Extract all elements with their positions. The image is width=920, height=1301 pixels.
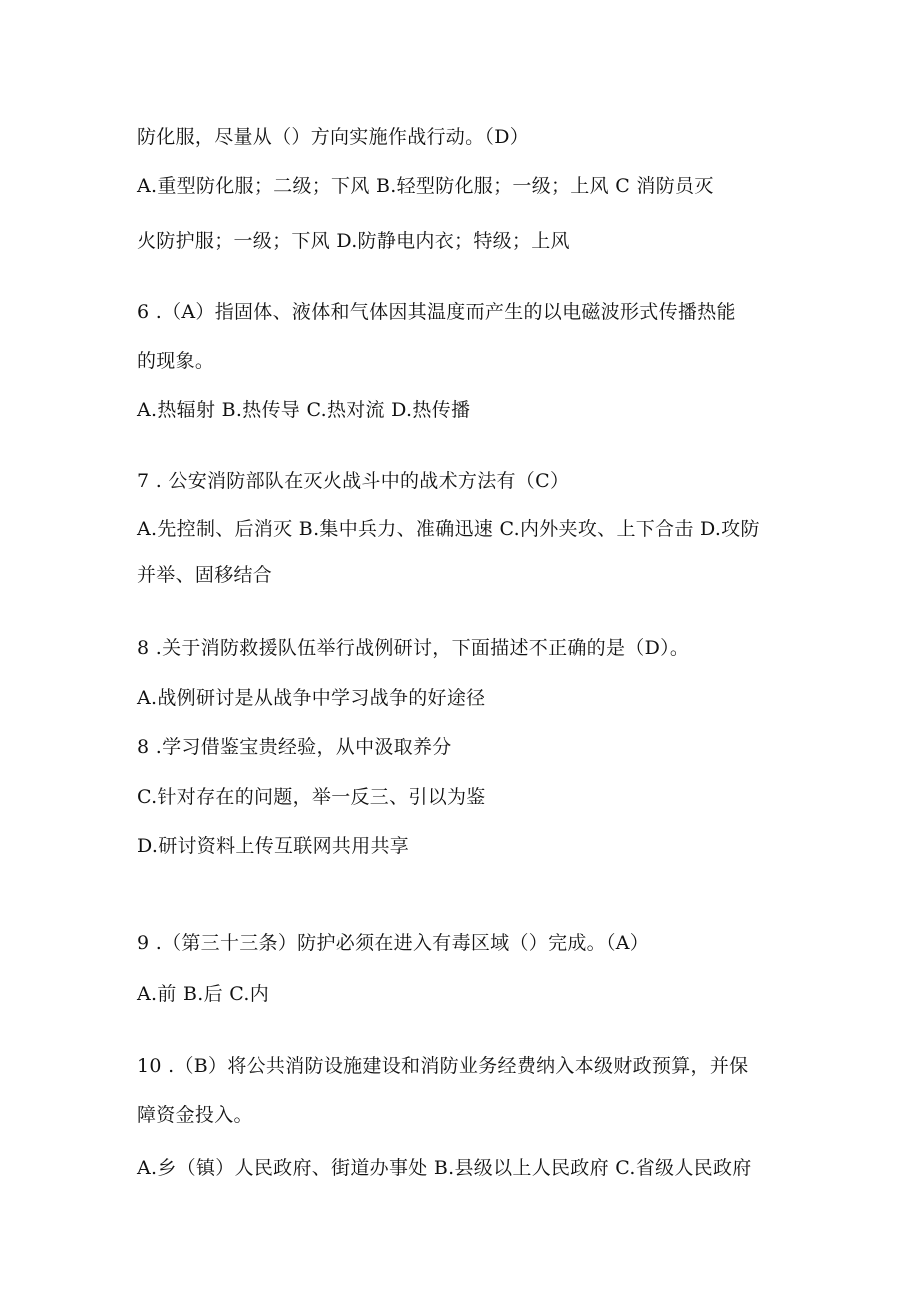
- text-line-14: D.研讨资料上传互联网共用共享: [137, 835, 410, 857]
- text-line-5: 的现象。: [137, 350, 215, 372]
- text-line-13: C.针对存在的问题，举一反三、引以为鉴: [137, 786, 486, 808]
- text-line-18: 障资金投入。: [137, 1104, 253, 1126]
- text-line-12: 8 .学习借鉴宝贵经验，从中汲取养分: [137, 736, 452, 758]
- text-line-7: 7 . 公安消防部队在灭火战斗中的战术方法有（C）: [137, 470, 570, 492]
- text-line-8: A.先控制、后消灭 B.集中兵力、准确迅速 C.内外夹攻、上下合击 D.攻防: [137, 518, 760, 540]
- text-line-15: 9 .（第三十三条）防护必须在进入有毒区域（）完成。（A）: [137, 932, 650, 954]
- text-line-9: 并举、固移结合: [137, 564, 273, 586]
- text-line-3: 火防护服；一级；下风 D.防静电内衣；特级；上风: [137, 230, 570, 252]
- text-line-16: A.前 B.后 C.内: [137, 983, 270, 1005]
- text-line-11: A.战例研讨是从战争中学习战争的好途径: [137, 687, 486, 709]
- text-line-19: A.乡（镇）人民政府、街道办事处 B.县级以上人民政府 C.省级人民政府: [137, 1157, 752, 1179]
- text-line-1: 防化服，尽量从（）方向实施作战行动。（D）: [137, 126, 530, 148]
- text-line-2: A.重型防化服；二级；下风 B.轻型防化服；一级；上风 C 消防员灭: [137, 175, 714, 197]
- text-line-4: 6 .（A）指固体、液体和气体因其温度而产生的以电磁波形式传播热能: [137, 301, 736, 323]
- text-line-17: 10 .（B）将公共消防设施建设和消防业务经费纳入本级财政预算，并保: [137, 1055, 749, 1077]
- text-line-6: A.热辐射 B.热传导 C.热对流 D.热传播: [137, 399, 471, 421]
- text-line-10: 8 .关于消防救援队伍举行战例研讨，下面描述不正确的是（D）。: [137, 637, 690, 659]
